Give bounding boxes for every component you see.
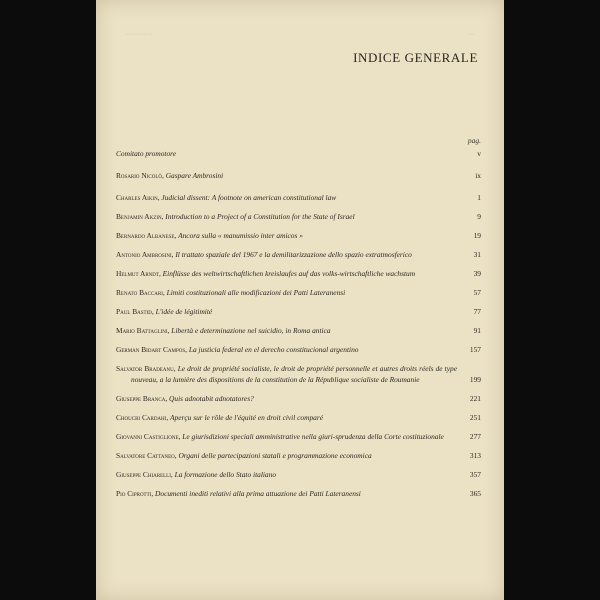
toc-entry	[116, 268, 481, 279]
toc-author: Charles Aikin,	[116, 193, 162, 202]
toc-entry-text	[116, 363, 457, 385]
toc-page-number: 9	[477, 212, 481, 221]
toc-page-number: 365	[469, 489, 481, 498]
toc-entry-text	[116, 230, 457, 241]
toc-entry	[116, 363, 481, 385]
toc-page-number: 91	[473, 326, 481, 335]
toc-title: La formazione dello Stato italiano	[174, 470, 277, 479]
toc-entry-text	[116, 344, 457, 355]
toc-author: Benjamin Akzin,	[116, 212, 166, 221]
toc-title: Organi delle partecipazioni statali e programmazione economica	[178, 451, 372, 460]
toc-entry-text	[116, 431, 457, 442]
table-of-contents	[116, 148, 481, 499]
toc-entry-text	[116, 287, 457, 298]
toc-entry-text	[116, 412, 457, 423]
toc-title: Judicial dissent: A footnote on american constitutional law	[161, 193, 337, 202]
toc-page-number: 157	[469, 345, 481, 354]
toc-title: Libertà e determinazione nel suicidio, in Roma antica	[171, 326, 331, 335]
toc-author: Pio Ciprotti,	[116, 489, 156, 498]
toc-page-number: ix	[475, 171, 481, 180]
toc-entry-text	[116, 488, 457, 499]
toc-title: Introduction to a Project of a Constitution for the State of Israel	[165, 212, 355, 221]
toc-page-number: 19	[473, 231, 481, 240]
toc-title: Le giurisdizioni speciali amministrative nella giuri-sprudenza della Corte costituzionale	[182, 432, 444, 441]
book-page	[96, 0, 504, 600]
toc-entry	[116, 488, 481, 499]
toc-title: La justicia federal en el derecho constitucional argentino	[188, 345, 359, 354]
toc-title: Le droit de propriété socialiste, le droit de propriété personnelle et autres droits réels de type nouveau, a la lumière des dispositions de la constitution de la République socialiste de Roumanie	[131, 364, 457, 384]
toc-author: Giovanni Castiglione,	[116, 432, 183, 441]
toc-entry-text	[116, 170, 457, 181]
toc-author: Giuseppe Chiarelli,	[116, 470, 175, 479]
toc-entry	[116, 211, 481, 222]
toc-entry	[116, 469, 481, 480]
toc-entry-text	[116, 249, 457, 260]
toc-entry-text	[116, 450, 457, 461]
toc-page-number: 31	[473, 250, 481, 259]
toc-author: Giuseppe Branca,	[116, 394, 170, 403]
page-column-label: pag.	[467, 136, 481, 145]
toc-title: Limiti costituzionali alle modificazioni dei Patti Lateranensi	[166, 288, 346, 297]
toc-entry-text	[116, 211, 457, 222]
toc-author: Bernardo Albanese,	[116, 231, 179, 240]
toc-author: Helmut Arndt,	[116, 269, 163, 278]
toc-page-number: 357	[469, 470, 481, 479]
toc-author: Mario Battaglini,	[116, 326, 172, 335]
toc-title: Gaspare Ambrosini	[165, 171, 224, 180]
toc-title: Ancora sulla « manumissio inter amicos »	[178, 231, 303, 240]
toc-author: Antonio Ambrosini,	[116, 250, 176, 259]
toc-entry-text	[116, 192, 457, 203]
toc-author: Paul Bastid,	[116, 307, 156, 316]
toc-title: Einflüsse des weltwirtschaftlichen kreislaufes auf das volks-wirtschaftliche wachstum	[162, 269, 416, 278]
toc-author: Rosario Nicolò,	[116, 171, 166, 180]
toc-entry-text	[116, 325, 457, 336]
toc-entry	[116, 249, 481, 260]
toc-author: German Bidart Campos,	[116, 345, 189, 354]
toc-entry	[116, 230, 481, 241]
toc-entry	[116, 393, 481, 404]
page-title: INDICE GENERALE	[353, 50, 478, 65]
toc-title: Comitato promotore	[116, 149, 177, 158]
toc-author: Renato Baccari,	[116, 288, 167, 297]
toc-entry-text	[116, 148, 457, 159]
toc-page-number: 313	[469, 451, 481, 460]
toc-entry	[116, 148, 481, 159]
toc-title: Il trattato spaziale del 1967 e la demilitarizzazione dello spazio extratmosferico	[175, 250, 412, 259]
toc-page-number: 199	[469, 375, 481, 384]
toc-author: Salvator Bradeanu,	[116, 364, 178, 373]
toc-title: L'idée de légitimité	[155, 307, 213, 316]
toc-title: Aperçu sur le rôle de l'équité en droit civil comparé	[170, 413, 323, 422]
bleed-through-text-right: ···	[468, 32, 474, 38]
toc-author: Choucri Cardahi,	[116, 413, 171, 422]
toc-page-number: 251	[469, 413, 481, 422]
toc-page-number: 57	[473, 288, 481, 297]
toc-entry-text	[116, 268, 457, 279]
bleed-through-text: ·········	[126, 32, 153, 38]
toc-entry	[116, 412, 481, 423]
toc-title: Quis adnotabit adnotatores?	[169, 394, 254, 403]
toc-entry-text	[116, 306, 457, 317]
toc-entry	[116, 431, 481, 442]
toc-page-number: 221	[469, 394, 481, 403]
toc-entry	[116, 170, 481, 181]
toc-page-number: 77	[473, 307, 481, 316]
toc-entry-text	[116, 393, 457, 404]
toc-entry	[116, 344, 481, 355]
toc-entry	[116, 287, 481, 298]
toc-page-number: 39	[473, 269, 481, 278]
toc-entry	[116, 192, 481, 203]
toc-entry-text	[116, 469, 457, 480]
toc-entry	[116, 450, 481, 461]
toc-entry	[116, 306, 481, 317]
toc-title: Documenti inediti relativi alla prima attuazione dei Patti Lateranensi	[155, 489, 361, 498]
toc-author: Salvatore Cattaneo,	[116, 451, 179, 460]
toc-entry	[116, 325, 481, 336]
toc-page-number: v	[477, 149, 481, 158]
toc-page-number: 1	[477, 193, 481, 202]
toc-page-number: 277	[469, 432, 481, 441]
